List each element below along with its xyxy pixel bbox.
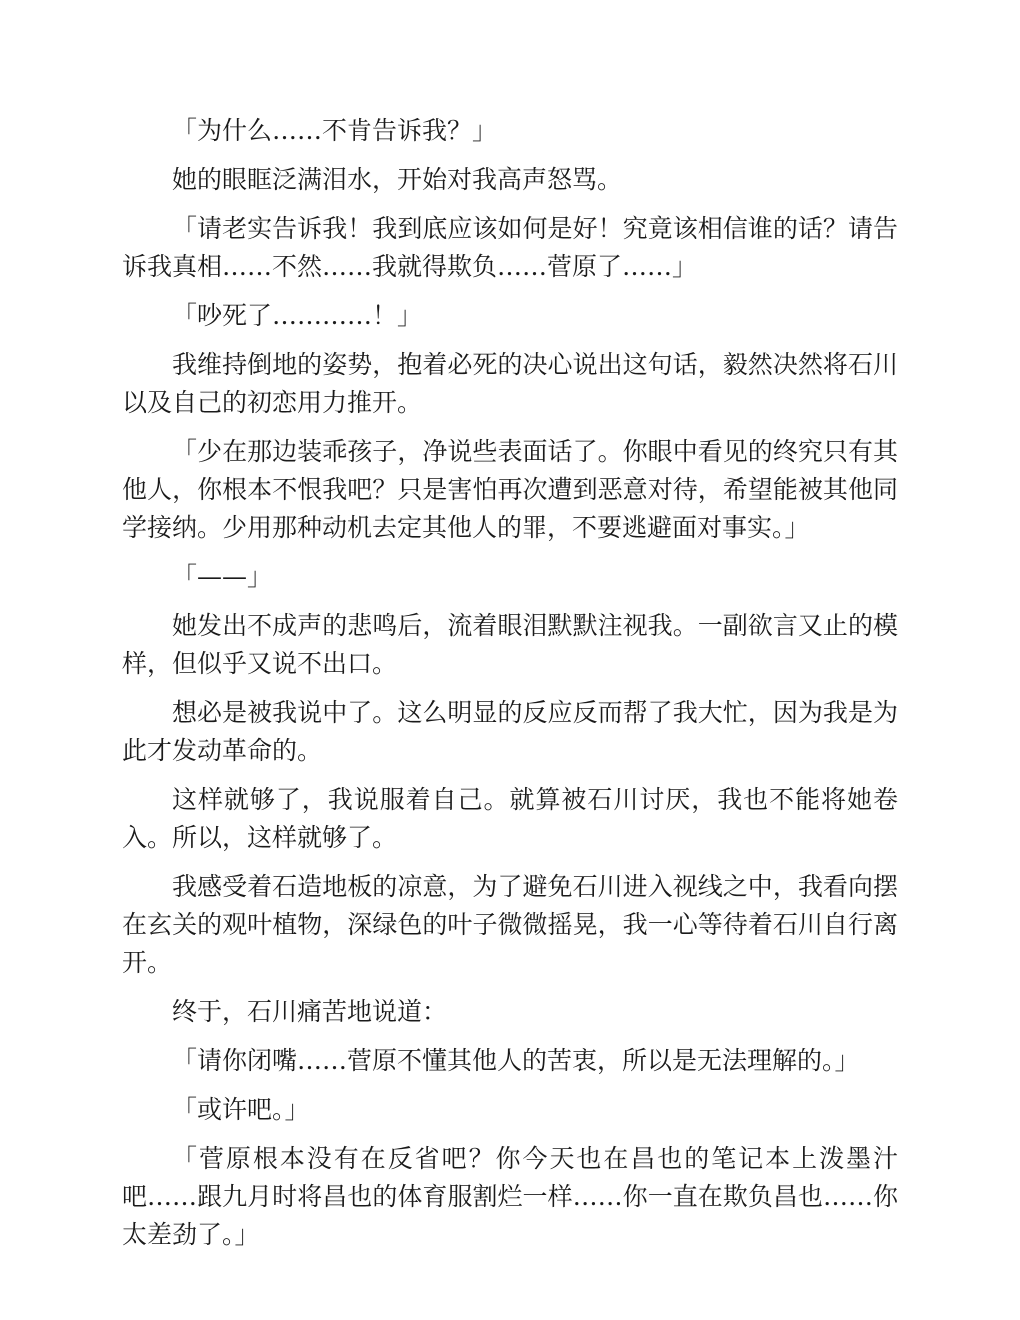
paragraph-15: 「菅原根本没有在反省吧？你今天也在昌也的笔记本上泼墨汁吧……跟九月时将昌也的体育服割烂一样……你一直在欺负昌也……你太差劲了。」 <box>122 1144 898 1249</box>
paragraph-8: 她发出不成声的悲鸣后，流着眼泪默默注视我。一副欲言又止的模样，但似乎又说不出口。 <box>122 611 898 678</box>
body-text <box>122 112 898 1265</box>
paragraph-6: 「少在那边装乖孩子，净说些表面话了。你眼中看见的终究只有其他人，你根本不恨我吧？只是害怕再次遭到恶意对待，希望能被其他同学接纳。少用那种动机去定其他人的罪，不要逃避面对事实。」 <box>122 437 898 542</box>
paragraph-11: 我感受着石造地板的凉意，为了避免石川进入视线之中，我看向摆在玄关的观叶植物，深绿色的叶子微微摇晃，我一心等待着石川自行离开。 <box>122 872 898 977</box>
paragraph-9: 想必是被我说中了。这么明显的反应反而帮了我大忙，因为我是为此才发动革命的。 <box>122 698 898 765</box>
paragraph-13: 「请你闭嘴……菅原不懂其他人的苦衷，所以是无法理解的。」 <box>172 1046 860 1075</box>
paragraph-3: 「请老实告诉我！我到底应该如何是好！究竟该相信谁的话？请告诉我真相……不然……我就得欺负……菅原了……」 <box>122 214 898 281</box>
paragraph-4: 「吵死了…………！」 <box>172 301 423 330</box>
paragraph-14: 「或许吧。」 <box>172 1095 310 1124</box>
paragraph-7: 「——」 <box>172 562 273 591</box>
paragraph-5: 我维持倒地的姿势，抱着必死的决心说出这句话，毅然决然将石川以及自己的初恋用力推开。 <box>122 350 898 417</box>
paragraph-12: 终于，石川痛苦地说道： <box>172 997 448 1026</box>
paragraph-1: 「为什么……不肯告诉我？」 <box>172 116 498 145</box>
paragraph-2: 她的眼眶泛满泪水，开始对我高声怒骂。 <box>172 165 623 194</box>
paragraph-10: 这样就够了，我说服着自己。就算被石川讨厌，我也不能将她卷入。所以，这样就够了。 <box>122 785 898 852</box>
